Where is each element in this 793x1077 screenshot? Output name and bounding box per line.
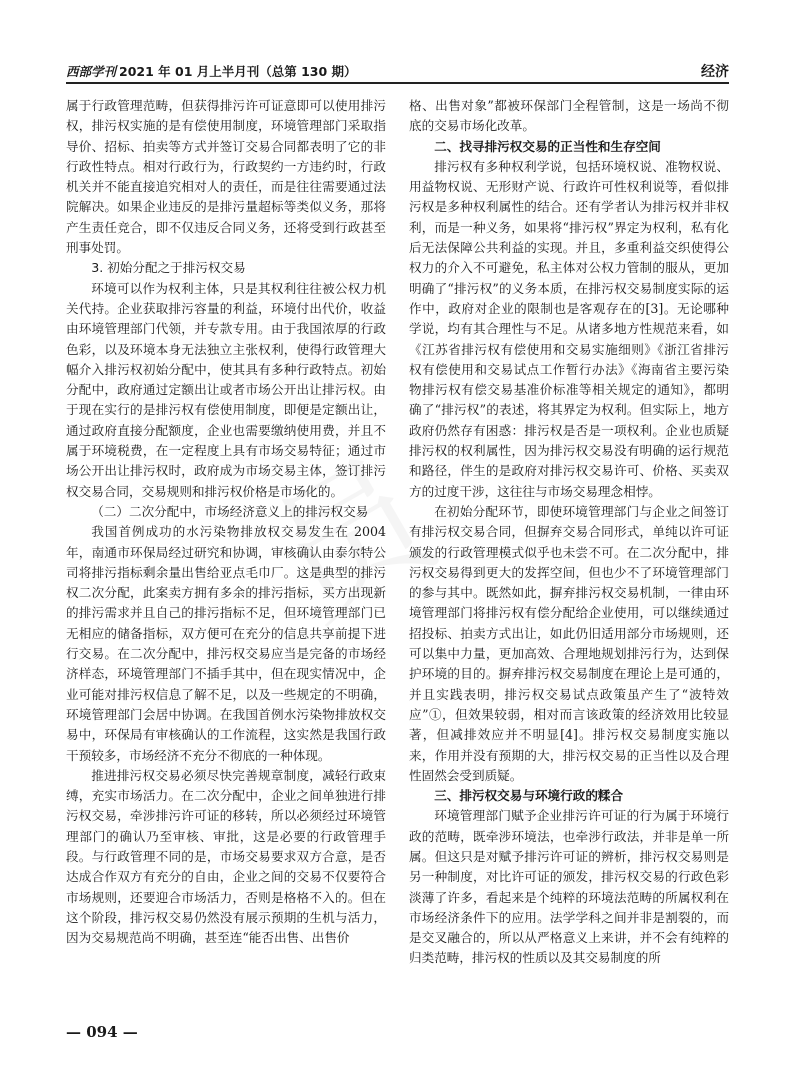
paragraph: 环境可以作为权利主体，只是其权利往往被公权力机关代持。企业获取排污容量的利益，环境付出代价，收益由环境管理部门代领，并专款专用。由于我国浓厚的行政色彩，以及环境本身无法独立主张权利，使得行政管理大幅介入排污权初始分配中，使其具有多种行政特点。初始分配中，政府通过定额出让或者市场公开出让排污权。由于现在实行的是排污权有偿使用制度，即便是定额出让，通过政府直接分配额度，企业也需要缴纳使用费，并且不属于环境税费，在一定程度上具有市场交易特征；通过市场公开出让排污权时，政府成为市场交易主体，签订排污权交易合同，交易规则和排污权价格是市场化的。 xyxy=(66,280,386,499)
section-heading: （二）二次分配中，市场经济意义上的排污权交易 xyxy=(91,503,369,519)
journal-info xyxy=(66,62,357,80)
page-header xyxy=(66,60,729,82)
page-number: — 094 — xyxy=(66,1023,138,1041)
section-heading: 三、排污权交易与环境行政的糅合 xyxy=(434,788,624,804)
paragraph: 环境管理部门赋予企业排污许可证的行为属于环境行政的范畴，既牵涉环境法，也牵涉行政法，并非是单一所属。但这只是对赋予排污许可证的辨析，排污权交易则是另一种制度，对比许可证的颁发，排污权交易的行政色彩淡薄了许多，看起来是个纯粹的环境法范畴的所属权利在市场经济条件下的应用。法学学科之间并非是割裂的，而是交叉融合的，所以从严格意义上来讲，并不会有纯粹的归类范畴，排污权的性质以及其交易制度的所 xyxy=(409,808,729,966)
issue-info: 2021 年 01 月上半月刊（总第 130 期） xyxy=(119,64,357,79)
paragraph: 我国首例成功的水污染物排放权交易发生在 2004 年，南通市环保局经过研究和协调，审核确认由泰尔特公司将排污指标剩余量出售给亚点毛巾厂。这是典型的排污权二次分配，此案卖方拥有多余的排污指标，买方出现新的排污需求并且自己的排污指标不足，但环境管理部门已无相应的储备指标，双方便可在充分的信息共享前提下进行交易。在二次分配中，排污权交易应当是完备的市场经济样态，环境管理部门不插手其中，但在现实情况中，企业可能对排污权信息了解不足，以及一些规定的不明确，环境管理部门会居中协调。在我国首例水污染物排放权交易中，环保局有审核确认的工作流程，这实然是我国行政干预较多，市场经济不充分不彻底的一种体现。 xyxy=(66,524,386,763)
paragraph: 格、出售对象”都被环保部门全程管制，这是一场尚不彻底的交易市场化改革。 xyxy=(409,98,729,134)
paragraph: 推进排污权交易必须尽快完善规章制度，减轻行政束缚，充实市场活力。在二次分配中，企业之间单独进行排污权交易，牵涉排污许可证的移转，所以必须经过环境管理部门的确认乃至审核、审批，这是必要的行政管理手段。与行政管理不同的是，市场交易要求双方合意，是否达成合作双方有充分的自由，企业之间的交易不仅要符合市场规则，还要迎合市场活力，否则是格格不入的。但在这个阶段，排污权交易仍然没有展示预期的生机与活力，因为交易规范尚不明确，甚至连“能否出售、出售价 xyxy=(66,767,386,946)
section-label: 经济 xyxy=(701,64,729,80)
paragraph: 在初始分配环节，即使环境管理部门与企业之间签订有排污权交易合同，但摒弃交易合同形式，单纯以许可证颁发的行政管理模式似乎也未尝不可。在二次分配中，排污权交易得到更大的发挥空间，但也少不了环境管理部门的参与其中。既然如此，摒弃排污权交易机制，一律由环境管理部门将排污权有偿分配给企业使用，可以继续通过招投标、拍卖方式出让，如此仍旧适用部分市场规则，还可以集中力量，更加高效、合理地规划排污行为，达到保护环境的目的。摒弃排污权交易制度在理论上是可通的，并且实践表明，排污权交易试点政策虽产生了“波特效应”①，但效果较弱，相对而言该政策的经济效用比较显著，但减排效应并不明显[4]。排污权交易制度实施以来，作用并没有预期的大，排污权交易的正当性以及合理性固然会受到质疑。 xyxy=(409,503,729,783)
paragraph: 排污权有多种权利学说，包括环境权说、准物权说、用益物权说、无形财产说、行政许可性权利说等，看似排污权是多种权利属性的结合。还有学者认为排污权并非权利，而是一种义务，如果将“排污权”界定为权利，私有化后无法保障公共利益的实现。并且，多重利益交织使得公权力的介入不可避免，私主体对公权力管制的服从，更加明确了“排污权”的义务本质，在排污权交易制度实际的运作中，政府对企业的限制也是客观存在的[3]。无论哪种学说，均有其合理性与不足。从诸多地方性规范来看，如《江苏省排污权有偿使用和交易实施细则》《浙江省排污权有偿使用和交易试点工作暂行办法》《海南省主要污染物排污权有偿交易基准价标准等相关规定的通知》，都明确了“排污权”的表述，将其界定为权利。但实际上，地方政府仍然存有困惑：排污权是否是一项权利。企业也质疑排污权的权利属性，因为排污权交易没有明确的运行规范和路径，伴生的是政府对排污权交易许可、价格、买卖双方的过度干涉，这往往与市场交易理念相悖。 xyxy=(409,158,729,499)
section-heading: 二、找寻排污权交易的正当性和生存空间 xyxy=(434,138,661,154)
right-column xyxy=(409,96,729,1026)
paragraph: 属于行政管理范畴，但获得排污许可证意即可以使用排污权，排污权实施的是有偿使用制度，环境管理部门采取指导价、招标、拍卖等方式并签订交易合同都表明了它的非行政性特点。相对行政行为，行政契约一方违约时，行政机关并不能直接追究相对人的责任，而是往往需要通过法院解决。如果企业违反的是排污量超标等类似义务，那将产生责任竞合，即不仅违反合同义务，还将受到行政甚至刑事处罚。 xyxy=(66,98,386,256)
journal-logo: 西部学刊 xyxy=(66,64,117,79)
header-rule xyxy=(66,82,729,84)
left-column xyxy=(66,96,386,1026)
section-heading: 3. 初始分配之于排污权交易 xyxy=(91,260,246,276)
